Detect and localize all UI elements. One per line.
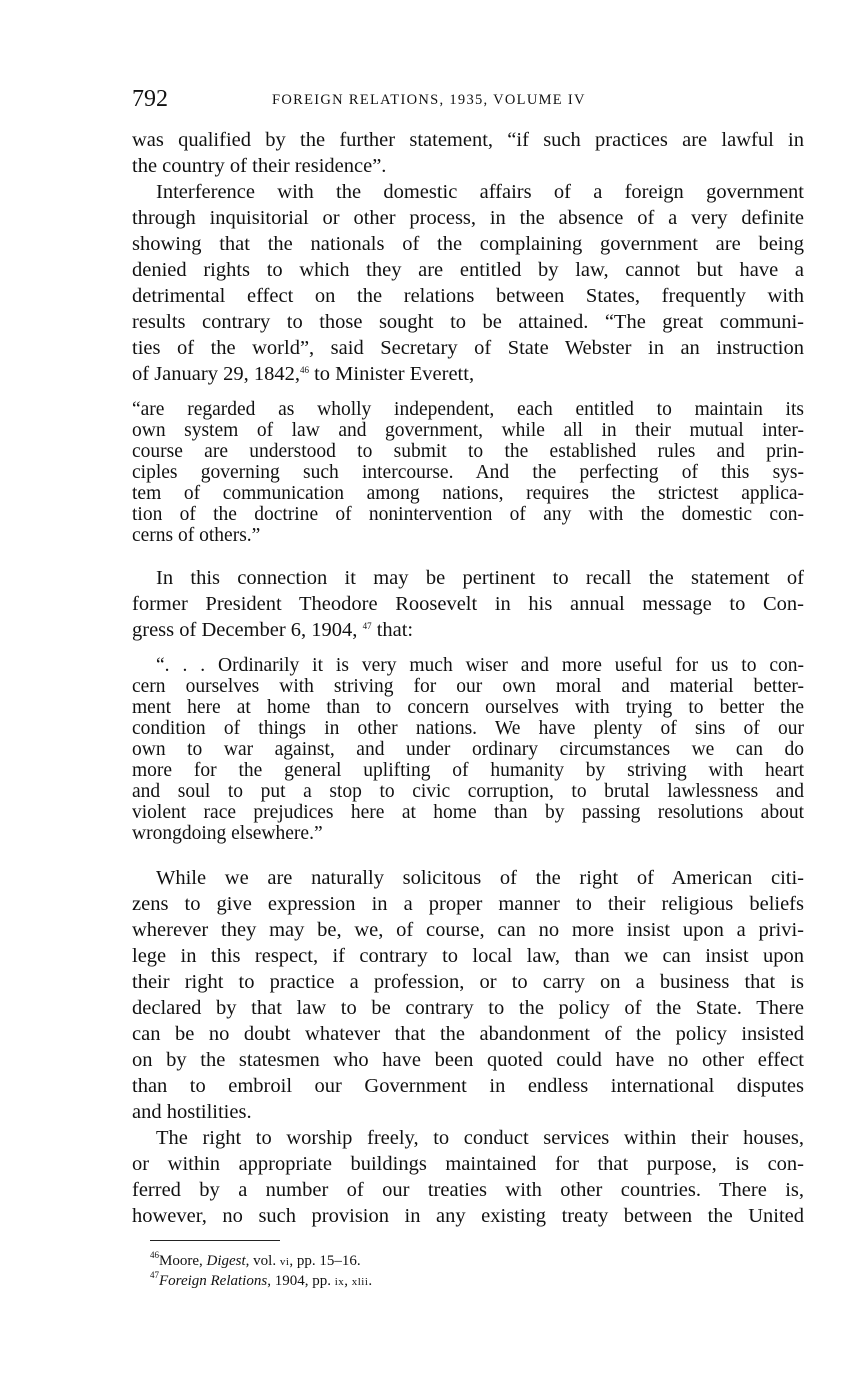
text-line: and hostilities. <box>132 1101 252 1123</box>
quote-line: tion of the doctrine of nonintervention of any with the domestic con- <box>132 504 804 525</box>
text-line: on by the statesmen who have been quoted could have no other effect <box>132 1049 804 1071</box>
text-line: was qualified by the further statement, “if such practices are lawful in <box>132 129 804 151</box>
text-line: While we are naturally solicitous of the right of American citi- <box>156 867 804 889</box>
quote-line: own to war against, and under ordinary circumstances we can do <box>132 739 804 760</box>
text-line: denied rights to which they are entitled by law, cannot but have a <box>132 259 804 281</box>
page-number: 792 <box>132 86 168 112</box>
quote-line: violent race prejudices here at home than by passing resolutions about <box>132 802 804 823</box>
text-line: their right to practice a profession, or to carry on a business that is <box>132 971 804 993</box>
footnote-46: $^{46}$Moore, Digest, vol. vi, pp. 15–16. <box>150 1250 361 1269</box>
text-line: The right to worship freely, to conduct services within their houses, <box>156 1127 804 1149</box>
text-line: results contrary to those sought to be attained. “The great communi- <box>132 311 804 333</box>
quote-line: wrongdoing elsewhere.” <box>132 823 323 844</box>
text-line: showing that the nationals of the complaining government are being <box>132 233 804 255</box>
quote-line: “. . . Ordinarily it is very much wiser and more useful for us to con- <box>156 655 804 676</box>
footnote-rule <box>150 1240 280 1241</box>
text-line: or within appropriate buildings maintained for that purpose, is con- <box>132 1153 804 1175</box>
footnote-ref-46: 46 <box>299 365 309 375</box>
text-line: In this connection it may be pertinent to recall the statement of <box>156 567 804 589</box>
text-line: of January 29, 1842,46 to Minister Everett, <box>132 363 475 385</box>
footnote-ref-47: 47 <box>362 621 372 631</box>
text-line: zens to give expression in a proper manner to their religious beliefs <box>132 893 804 915</box>
quote-line: condition of things in other nations. We have plenty of sins of our <box>132 718 804 739</box>
text-line: can be no doubt whatever that the abandonment of the policy insisted <box>132 1023 804 1045</box>
text-line: ferred by a number of our treaties with other countries. There is, <box>132 1179 804 1201</box>
running-head: FOREIGN RELATIONS, 1935, VOLUME IV <box>272 92 586 108</box>
page-header <box>132 84 804 114</box>
text-line: however, no such provision in any existing treaty between the United <box>132 1205 804 1227</box>
text-line: gress of December 6, 1904, $^{47}$ that: <box>132 619 414 641</box>
text-line: former President Theodore Roosevelt in his annual message to Con- <box>132 593 804 615</box>
quote-line: tem of communication among nations, requires the strictest applica- <box>132 483 804 504</box>
quote-line: and soul to put a stop to civic corruption, to brutal lawlessness and <box>132 781 804 802</box>
text-line: than to embroil our Government in endless international disputes <box>132 1075 804 1097</box>
quote-line: ment here at home than to concern ourselves with trying to better the <box>132 697 804 718</box>
text-line: wherever they may be, we, of course, can no more insist upon a privi- <box>132 919 804 941</box>
quote-line: ciples governing such intercourse. And the perfecting of this sys- <box>132 462 804 483</box>
footnote-47: $^{47}$Foreign Relations, 1904, pp. ix, xlii. <box>150 1270 373 1289</box>
quote-line: own system of law and government, while all in their mutual inter- <box>132 420 804 441</box>
text-line: the country of their residence”. <box>132 155 387 177</box>
quote-line: course are understood to submit to the established rules and prin- <box>132 441 804 462</box>
quote-line: more for the general uplifting of humanity by striving with heart <box>132 760 804 781</box>
quote-line: cern ourselves with striving for our own moral and material better- <box>132 676 804 697</box>
quote-line: cerns of others.” <box>132 525 261 546</box>
text-line: declared by that law to be contrary to the policy of the State. There <box>132 997 804 1019</box>
text-line: ties of the world”, said Secretary of State Webster in an instruction <box>132 337 804 359</box>
text-line: detrimental effect on the relations between States, frequently with <box>132 285 804 307</box>
quote-line: “are regarded as wholly independent, each entitled to maintain its <box>132 399 804 420</box>
text-line: Interference with the domestic affairs of a foreign government <box>156 181 804 203</box>
text-line: through inquisitorial or other process, in the absence of a very definite <box>132 207 804 229</box>
text-line: lege in this respect, if contrary to local law, than we can insist upon <box>132 945 804 967</box>
